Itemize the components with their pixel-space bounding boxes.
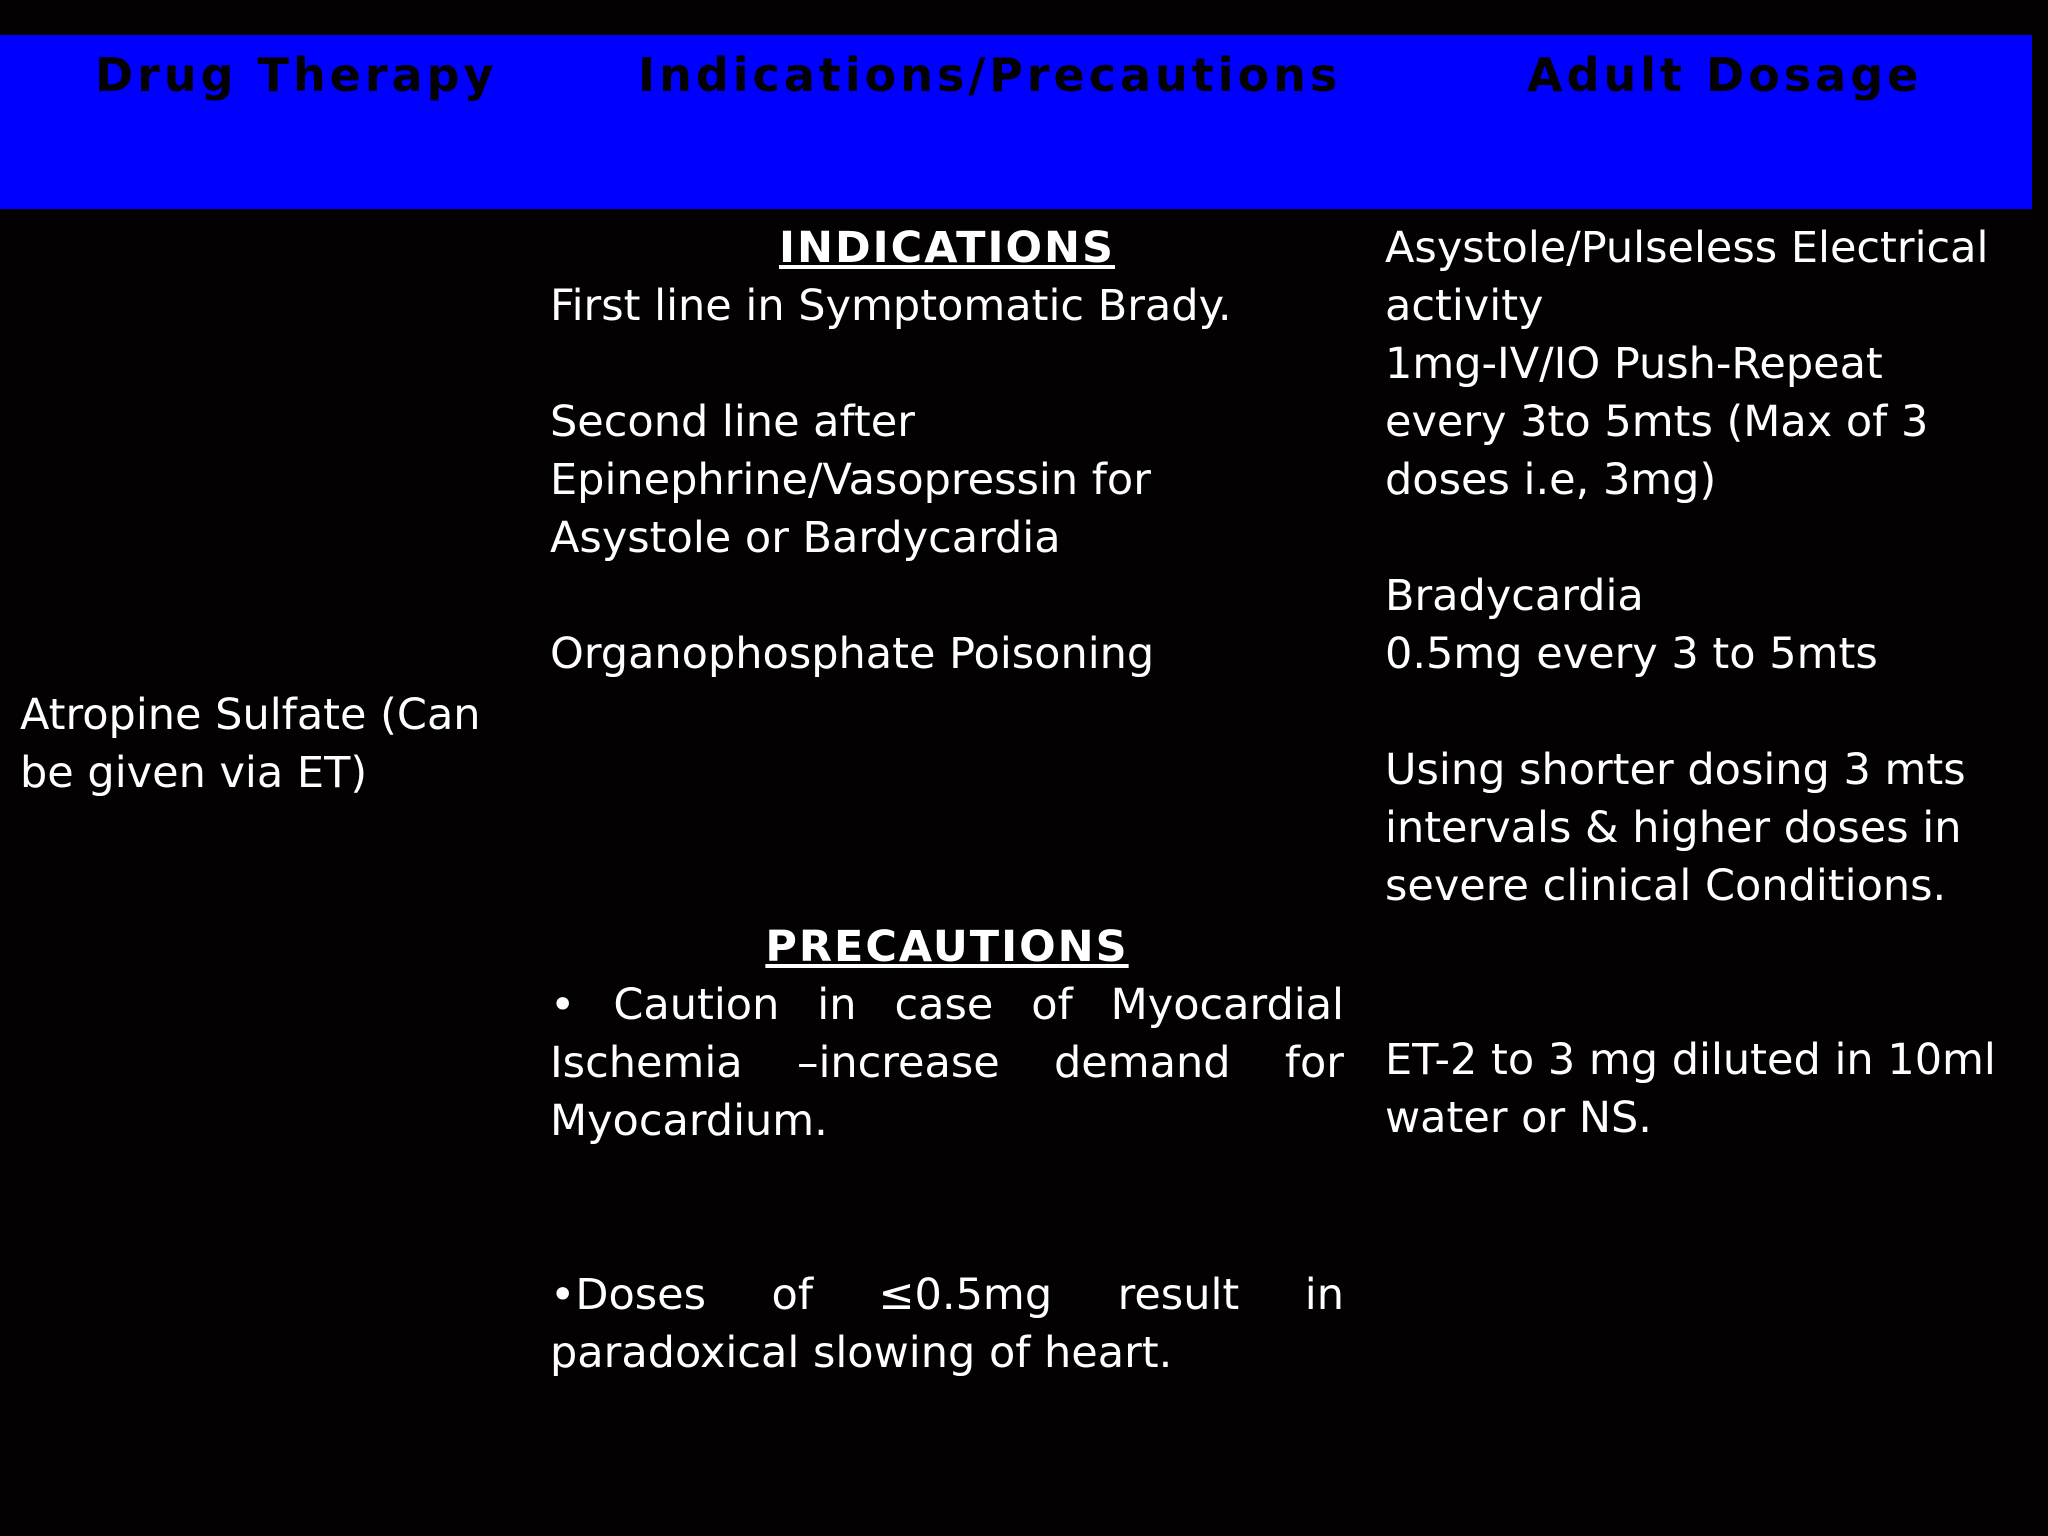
indication-line: Second line after [550, 397, 915, 447]
header-adult-dosage: Adult Dosage [1527, 48, 1923, 102]
indication-line: First line in Symptomatic Brady. [550, 281, 1232, 331]
adult-dosage-cell [1385, 219, 2025, 1147]
precaution-line: • Caution in case of Myocardial [550, 980, 1344, 1030]
dosage-line: activity [1385, 281, 1544, 331]
indication-line: Epinephrine/Vasopressin for [550, 455, 1151, 505]
dosage-line: every 3to 5mts (Max of 3 [1385, 397, 1929, 447]
indication-line: Asystole or Bardycardia [550, 513, 1061, 563]
drug-name-line: be given via ET) [20, 748, 368, 798]
dosage-line: doses i.e, 3mg) [1385, 455, 1717, 505]
header-drug-therapy: Drug Therapy [95, 48, 498, 102]
precaution-line: Ischemia –increase demand for [550, 1038, 1344, 1088]
header-indications-precautions: Indications/Precautions [638, 48, 1342, 102]
precaution-line: paradoxical slowing of heart. [550, 1328, 1173, 1378]
dosage-line: 1mg-IV/IO Push-Repeat [1385, 339, 1883, 389]
dosage-line: 0.5mg every 3 to 5mts [1385, 629, 1878, 679]
precautions-title: PRECAUTIONS [765, 922, 1129, 972]
indication-line: Organophosphate Poisoning [550, 629, 1155, 679]
dosage-line: water or NS. [1385, 1093, 1652, 1143]
drug-name-cell [20, 686, 490, 802]
precaution-line: •Doses of ≤0.5mg result in [550, 1270, 1344, 1320]
dosage-line: ET-2 to 3 mg diluted in 10ml [1385, 1035, 1996, 1085]
indications-title: INDICATIONS [778, 223, 1116, 273]
precaution-line: Myocardium. [550, 1096, 828, 1146]
dosage-line: Using shorter dosing 3 mts [1385, 745, 1966, 795]
dosage-line: Bradycardia [1385, 571, 1644, 621]
dosage-line: severe clinical Conditions. [1385, 861, 1947, 911]
dosage-line: intervals & higher doses in [1385, 803, 1962, 853]
indications-cell [550, 219, 1344, 683]
precautions-cell [550, 918, 1344, 1382]
drug-name-line: Atropine Sulfate (Can [20, 690, 481, 740]
dosage-line: Asystole/Pulseless Electrical [1385, 223, 1989, 273]
